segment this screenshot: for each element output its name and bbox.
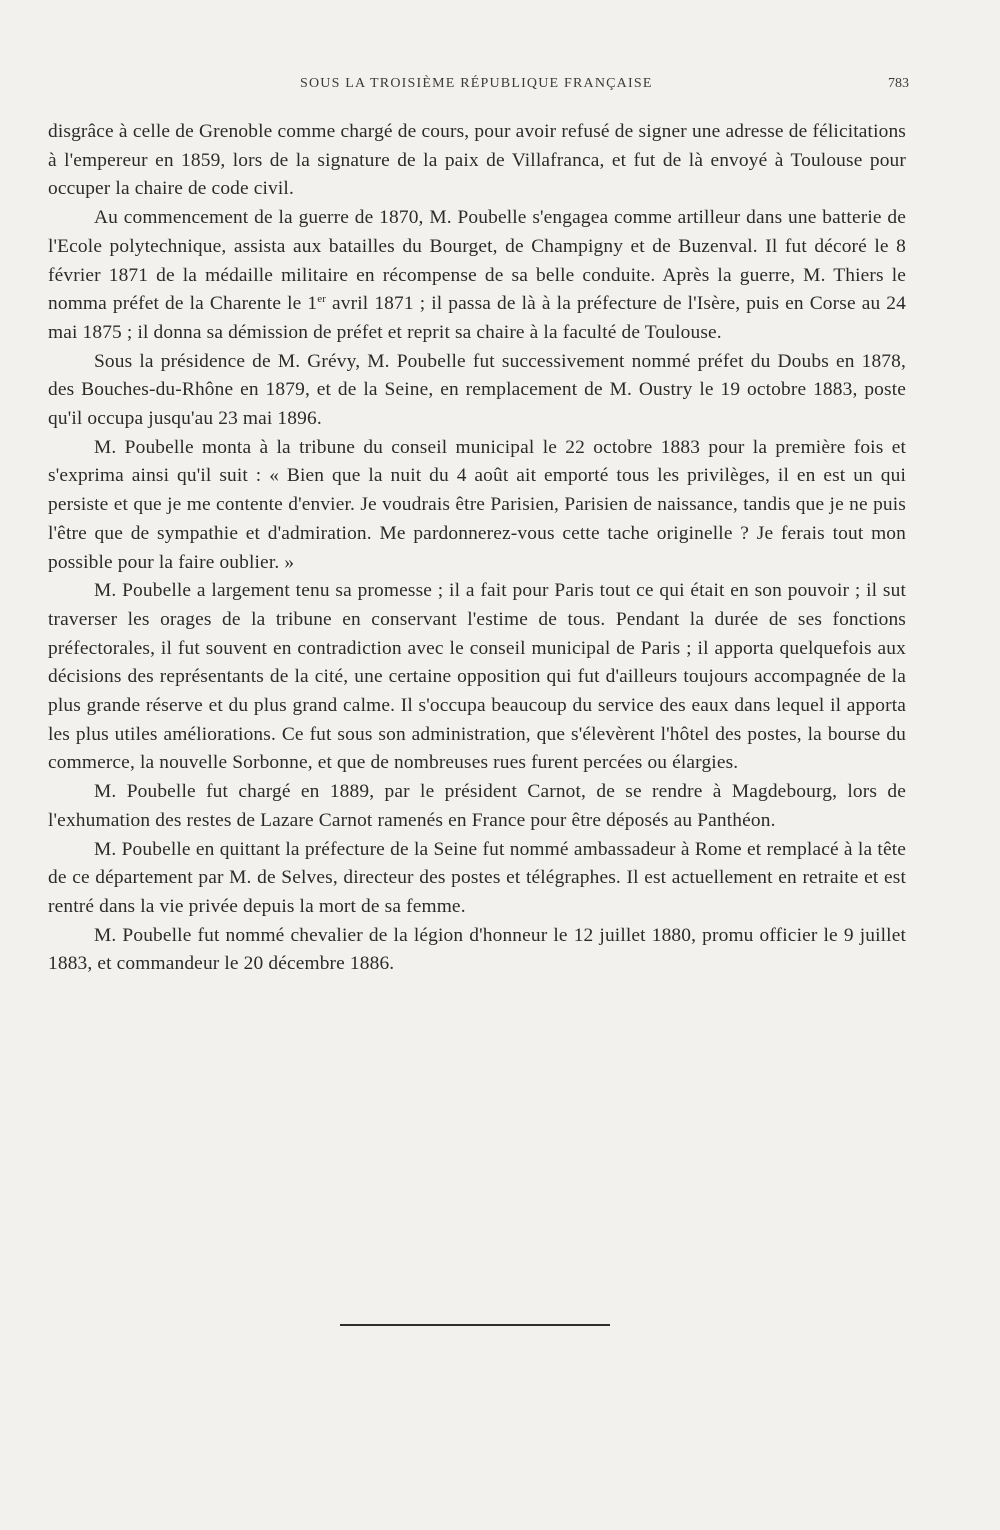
paragraph-7: M. Poubelle en quittant la préfecture de la Seine fut nommé ambassadeur à Rome et remplacé à la tête de ce département par M. de Selves, directeur des postes et télégraphes. Il est actuellement en retraite et est rentré dans la vie privée depuis la mort de sa femme. <box>48 838 906 917</box>
running-header <box>48 76 908 100</box>
running-title: SOUS LA TROISIÈME RÉPUBLIQUE FRANÇAISE <box>300 76 653 91</box>
paragraph-5: M. Poubelle a largement tenu sa promesse ; il a fait pour Paris tout ce qui était en son pouvoir ; il sut traverser les orages de la tribune en conservant l'estime de tous. Pendant la durée de ses fonctions préfectorales, il fut souvent en contradiction avec le conseil municipal de Paris ; il apporta quelquefois aux décisions des représentants de la cité, une certaine opposition qui fut d'ailleurs toujours accompagnée de la plus grande réserve et du plus grand calme. Il s'occupa beaucoup du service des eaux dans lequel il apporta les plus utiles améliorations. Ce fut sous son administration, que s'élevèrent l'hôtel des postes, la bourse du commerce, la nouvelle Sorbonne, et que de nombreuses rues furent percées ou élargies. <box>48 580 906 774</box>
paragraph-1: disgrâce à celle de Grenoble comme chargé de cours, pour avoir refusé de signer une adresse de félicitations à l'empereur en 1859, lors de la signature de la paix de Villafranca, et fut de là envoyé à Toulouse pour occuper la chaire de code civil. <box>48 121 906 200</box>
paragraph-2-part-2: avril 1871 ; il passa de là à la préfecture de l'Isère, puis en Corse au 24 mai 1875 ; il donna sa démission de préfet et reprit sa chaire à la faculté de Toulouse. <box>48 293 906 343</box>
paragraph-6: M. Poubelle fut chargé en 1889, par le président Carnot, de se rendre à Magdebourg, lors de l'exhumation des restes de Lazare Carnot ramenés en France pour être déposés au Panthéon. <box>48 781 906 831</box>
section-end-rule <box>340 1324 610 1326</box>
ordinal-superscript: er <box>317 293 327 306</box>
paragraph-8: M. Poubelle fut nommé chevalier de la légion d'honneur le 12 juillet 1880, promu officier le 9 juillet 1883, et commandeur le 20 décembre 1886. <box>48 924 906 975</box>
body-text <box>48 118 906 979</box>
paragraph-2-part-1: Au commencement de la guerre de 1870, M. Poubelle s'engagea comme artilleur dans une batterie de l'Ecole polytechnique, assista aux batailles du Bourget, de Champigny et de Buzenval. Il fut décoré le 8 février 1871 de la médaille militaire en récompense de sa belle conduite. Après la guerre, M. Thiers le nomma préfet de la Charente le 1 <box>48 207 906 315</box>
paragraph-3: Sous la présidence de M. Grévy, M. Poubelle fut successivement nommé préfet du Doubs en 1878, des Bouches-du-Rhône en 1879, et de la Seine, en remplacement de M. Oustry le 19 octobre 1883, poste qu'il occupa jusqu'au 23 mai 1896. <box>48 350 906 430</box>
paragraph-2 <box>48 204 906 348</box>
paragraph-4: M. Poubelle monta à la tribune du conseil municipal le 22 octobre 1883 pour la première fois et s'exprima ainsi qu'il suit : « Bien que la nuit du 4 août ait emporté tous les privilèges, il en est un qui persiste et que je me contente d'envier. Je voudrais être Parisien, Parisien de naissance, tandis que je ne puis l'être que de sympathie et d'admiration. Me pardonnerez-vous cette tache originelle ? Je ferais tout mon possible pour la faire oublier. » <box>48 436 906 573</box>
page-number: 783 <box>888 76 909 91</box>
